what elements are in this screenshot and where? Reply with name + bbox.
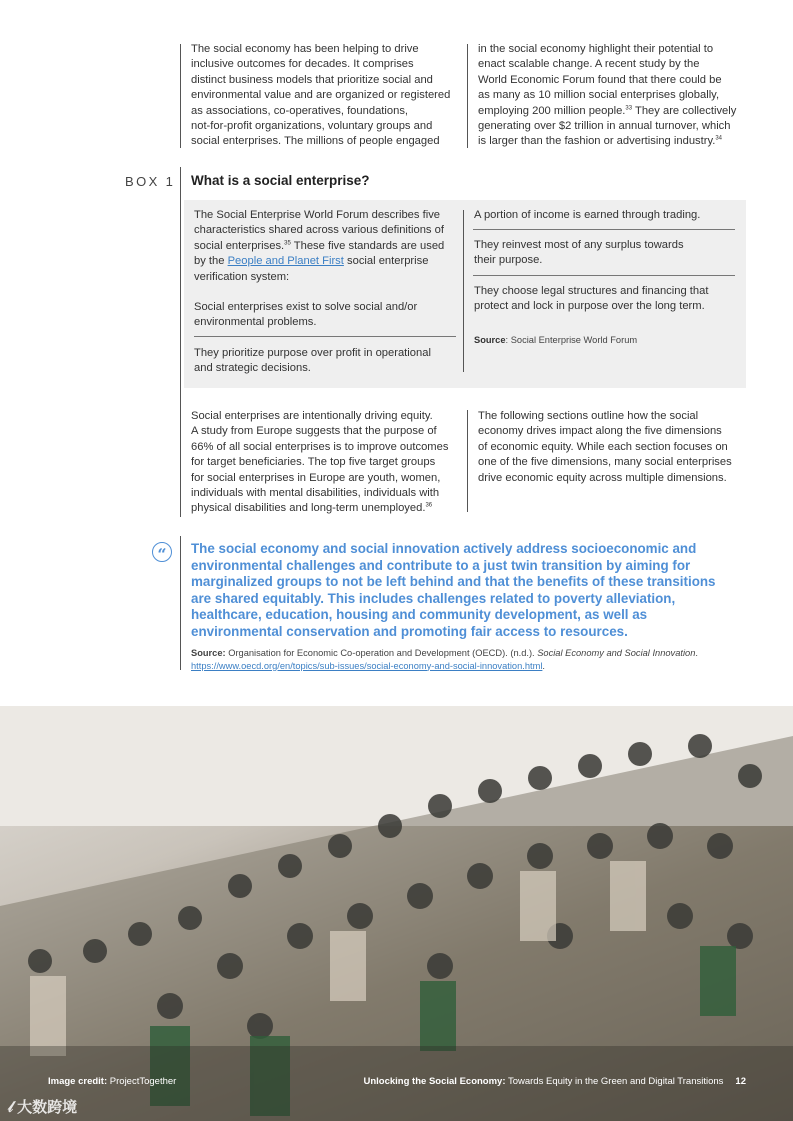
equity-left-column: Social enterprises are intentionally driving equity. A study from Europe suggests that the purpose of 66% of all social enterprises is to improve outcomes for target beneficiaries. The top five target groups for social enterprises in Europe are youth, women, individuals with mental disabilities, individuals with physical disabilities and long-term unemployed.$^{36}$ bbox=[191, 410, 449, 515]
divider-2 bbox=[473, 229, 735, 230]
crowd-illustration bbox=[0, 706, 793, 1121]
page-number: 12 bbox=[735, 1076, 746, 1087]
characteristic-3: A portion of income is earned through trading. bbox=[474, 209, 701, 221]
intro-left-column: The social economy has been helping to drive inclusive outcomes for decades. It comprises distinct business models that prioritize social and environmental value and are organized or registered as associations, co-operatives, foundations, not-for-profit organizations, voluntary groups and social enterprises. The millions of people engaged bbox=[191, 43, 451, 148]
footnote-35: 35 bbox=[284, 240, 291, 247]
watermark: 𝓁 大数跨境 bbox=[8, 1099, 78, 1116]
watermark-logo-icon: 𝓁 bbox=[8, 1099, 13, 1116]
people-and-planet-first-link[interactable]: People and Planet First bbox=[227, 255, 344, 268]
intro-left-rule bbox=[180, 44, 181, 148]
quote-rule bbox=[180, 536, 181, 670]
image-credit: Image credit: ProjectTogether bbox=[48, 1076, 177, 1087]
intro-right-rule bbox=[467, 44, 468, 148]
oecd-source-link[interactable]: https://www.oecd.org/en/topics/sub-issues/social-economy-and-social-innovation.html bbox=[191, 660, 543, 671]
divider-3 bbox=[473, 275, 735, 276]
box-rule bbox=[180, 167, 181, 389]
box-title: What is a social enterprise? bbox=[191, 173, 370, 188]
characteristic-1: Social enterprises exist to solve social and/or environmental problems. bbox=[194, 301, 418, 329]
quote-mark-icon: “ bbox=[152, 542, 172, 562]
footnote-36: 36 bbox=[425, 502, 433, 509]
quote-source: Source: Organisation for Economic Co-operation and Development (OECD). (n.d.). Social Economy and Social Innovation. https://www.oecd.org/en/topics/sub-issues/social-economy-and-social-innovation.html. bbox=[191, 648, 698, 671]
characteristic-4: They reinvest most of any surplus towards their purpose. bbox=[474, 239, 684, 267]
characteristic-5: They choose legal structures and financing that protect and lock in purpose over the long term. bbox=[474, 285, 709, 313]
intro-right-column: in the social economy highlight their potential to enact scalable change. A recent study by the World Economic Forum found that there could be as many as 10 million social enterprises globally, employing 200 million people.$^{33}$ They are collectively generating over $2 trillion in annual turnover, which is larger than the fashion or advertising industry.$^{34}$ bbox=[478, 43, 737, 148]
pull-quote: The social economy and social innovation actively address socioeconomic and environmental challenges and contribute to a just twin transition by aiming for marginalized groups to not be left behind and that the benefits of these transitions are shared equitably. This includes challenges related to poverty alleviation, healthcare, education, housing and community development, as well as environmental conservation and promoting fair access to resources. bbox=[191, 541, 716, 639]
box-label: BOX 1 bbox=[125, 174, 176, 189]
equity-right-rule bbox=[467, 410, 468, 512]
group-photo bbox=[0, 706, 793, 1121]
box-source: Source: Social Enterprise World Forum bbox=[474, 335, 638, 345]
equity-left-rule bbox=[180, 389, 181, 517]
report-footer: Unlocking the Social Economy: Towards Equity in the Green and Digital Transitions 12 bbox=[363, 1076, 746, 1087]
equity-right-column: The following sections outline how the social economy drives impact along the five dimensions of economic equity. While each section focuses on one of the five dimensions, many social enterprises drive economic equity across multiple dimensions. bbox=[478, 410, 732, 484]
box-left-column: The Social Enterprise World Forum describes five characteristics shared across various definitions of social enterprises.$^{35}$ These five standards are used by the People and Planet First social enterprise verification system: bbox=[194, 209, 445, 283]
footnote-33: 33 bbox=[625, 104, 633, 111]
divider-1 bbox=[194, 336, 456, 337]
characteristic-2: They prioritize purpose over profit in operational and strategic decisions. bbox=[194, 347, 431, 375]
footnote-34: 34 bbox=[715, 135, 723, 142]
box-column-rule bbox=[463, 210, 464, 372]
